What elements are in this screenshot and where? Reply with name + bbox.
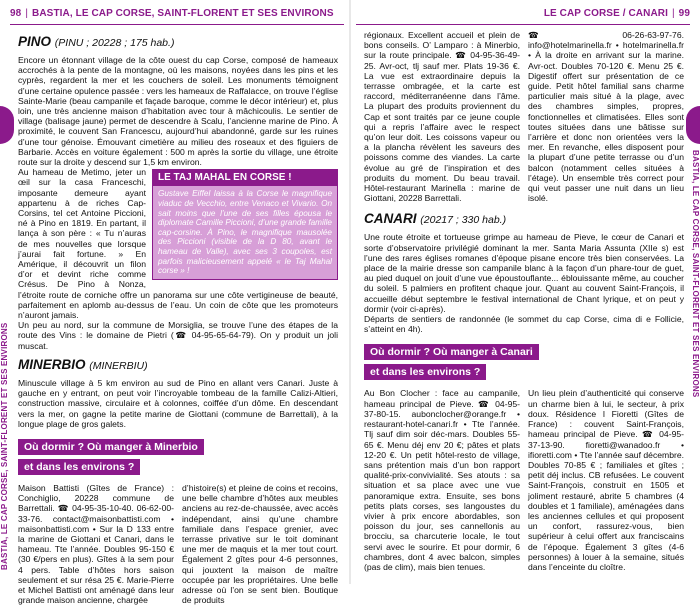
taj-mahal-box — [152, 169, 338, 280]
top-column-2: ☎ 06-26-63-97-76. info@hotelmarinella.fr • hotelmarinella.fr • À la droite en arrivant sur la marine. Avr-oct. Doubles 70-120 €. Menu 25 €. Digestif offert sur présentation de ce guide. Petit hôtel familial sans charme particulier mais situé à la plage, avec des chambres simples, propres, fonctionnelles et climatisées. Elles sont toutes situées dans une bâtisse sur l’arrière et donc non orientées vers la mer. En revanche, elles disposent pour la plupart d’une petite terrasse ou d’un balcon (notamment celles situées à l’étage). Un ensemble très correct pour qui veut passer une nuit dans un lieu isolé. — [528, 30, 684, 204]
running-head-text: LE CAP CORSE / CANARI — [543, 8, 668, 19]
banner-line-2: et dans les environs ? — [364, 364, 486, 380]
minerbio-subtitle: (MINERBIU) — [89, 359, 148, 372]
minerbio-title: MINERBIO — [18, 356, 86, 372]
minerbio-banner — [18, 437, 338, 477]
column-1: Maison Battisti (Gîtes de France) : Conchiglio, 20228 commune de Barrettali. ☎ 04-95-35-10-40. 06-62-00-33-76. contact@maisonbattisti.com • maisonbattisti.com • Sur la D 133 entre la marine de Giottani et Canari, dans le hameau. Tte l’année. Doubles 95-150 € (30 €/pers en plus). Gîtes à la sem pour 4 pers. Table d’hôtes hors saison seulement et sur résa 25 €. Marie-Pierre et Michel Battisti ont aménagé dans leur grande maison ancienne, chargée — [18, 482, 174, 605]
page-number: 98 — [10, 8, 22, 19]
canari-subtitle: (20217 ; 330 hab.) — [420, 214, 507, 227]
top-columns — [364, 30, 684, 203]
thumb-tab — [0, 106, 14, 144]
top-column-1: régionaux. Excellent accueil et plein de bons conseils. O’ Lamparo : à Minerbio, sur la route principale. ☎ 04-95-36-49-25. Avr-oct, tlj sauf mer. Plats 19-36 €. La vue est extraordinaire depuis la terrasse ombragée, et la carte est raccord, méditerranéenne dans l’âme. La plupart des produits proviennent du Cap et sont traités par ce jeune couple qui a repris l’affaire avec le respect qu’on leur doit. Les coissons vapeur ou a la plancha révèlent les saveurs des poissons comme des viandes. La carte évolue au gré de l’inspiration et des produits du moment. Du beau travail. Hôtel-restaurant Marinella : marine de Giottani, 20228 Barrettali. — [364, 30, 520, 204]
box-text: Gustave Eiffel laissa à la Corse le magnifique viaduc de Vecchio, entre Venaco et Vivario. On sait moins que l’une de ses filles épousa le diplomate Camille Piccioni, d’une grande famille cap-corsine. À Pino, le magnifique mausolée des Piccioni (visible de la D 80, avant le hameau de Valle), avec ses 3 coupoles, est parfois malicieusement appelé « le Taj Mahal corse » ! — [153, 186, 337, 278]
column-1: Au Bon Clocher : face au campanile, hameau principal de Pieve. ☎ 04-95-37-80-15. aubonclocher@orange.fr • restaurant-hotel-canari.fr • Tte l’année. Tlj sauf dim soir déc-mars. Doubles 55-65 €. Menu déj env 20 €; pâtes et plats 12-20 €. Un petit hôtel-resto de village, sans prétention mais d’un bon rapport qualité-prix-convivialité. Ses atouts : sa situation et sa place avec une vue panoramique extra. Ensuite, ses bons petits plats corses, ses langoustes du vivier à prix encore abordables, son poisson du jour, ses cannellonis au brocciu, sa charcuterie locale, le tout servi avec le sourire. Et pour dormir, 6 chambres, dont 4 avec balcon, simples (pas de clim), mais bien tenues. — [364, 388, 520, 572]
right-content — [364, 30, 684, 572]
thumb-tab — [686, 106, 700, 144]
header-rule — [10, 24, 344, 25]
canari-banner — [364, 342, 684, 382]
pino-paragraph-1: Encore un étonnant village de la côte ouest du cap Corse, composé de hameaux accrochés à la pente de la montagne, où les maisons, noyées dans les pins et les cyprès, regardent la mer et les couchers de soleil. Les monuments témoignent d’une certaine opulence passée : vers les hameaux de Raffalacce, on trouve l’église Sainte-Marie (beau campanile et façade baroque, comme le décor intérieur) et, plus loin, une très ancienne maison d’habitation avec tour à mâchicoulis. Le sentier de village (balisage jaune) permet de descendre à Scalu, l’ancienne marine de Pino. À proximité, le couvent San Francescu, aujourd’hui abandonné, garde sur les ruines d’une tour génoise. Émouvant cimetière au milieu des roseaux et des figuiers de Barbarie. Accès en voiture également : 500 m après la sortie du village, une étroite route sur la droite y descend sur 1,5 km environ. — [18, 55, 338, 168]
right-page — [350, 0, 700, 584]
banner-line-1: Où dormir ? Où manger à Minerbio — [18, 439, 204, 455]
box-title: LE TAJ MAHAL EN CORSE ! — [153, 170, 337, 186]
column-2: Un lieu plein d’authenticité qui conserve un charme bien à lui, le secteur, à prix doux. Résidence I Fioretti (Gîtes de France) : couvent Saint-François, hameau principal de Pieve. ☎ 04-95-37-13-90. fioretti@wanadoo.fr • ifioretti.com • Tte l’année sauf décembre. Doubles 70-85 € ; familiales et gîtes ; petit déj inclus. CB refusées. Le couvent Saint-François, construit en 1505 et joliment restauré, abrite 5 chambres (4 doubles et 1 familiale), aménagées dans les anciennes cellules et qui proposent un confort, rassurez-vous, bien supérieur à celui offert aux franciscains de l’époque. Également 3 gîtes (4-6 personnes) à louer à la semaine, situés dans l’enceinte du cloître. — [528, 388, 684, 572]
running-head-text: BASTIA, LE CAP CORSE, SAINT-FLORENT ET SES ENVIRONS — [32, 8, 334, 19]
canari-columns — [364, 388, 684, 572]
pino-paragraph-2: Au hameau de Metimo, jeter un œil sur la casa Franceschi, imposante demeure ayant appartenu à de riches Cap-Corsins, tel cet Antoine Piccioni, né à Pino en 1819. En partant, il lança à son père : « Tu n’auras de mes nouvelles que lorsque j’aurai fait fortune. » En Amérique, il découvrit un filon d’or et devint riche comme Crésus. De Pino à Nonza, l’étroite route de corniche offre un panorama sur une côte vertigineuse de beauté, parfaitement en aplomb au-dessus de l’eau. Un coin de côte que les promoteurs n’auront jamais. — [18, 167, 338, 321]
canari-title: CANARI — [364, 211, 417, 227]
side-title: BASTIA, LE CAP CORSE, SAINT-FLORENT ET SES ENVIRONS — [691, 150, 700, 398]
pino-paragraph-3: Un peu au nord, sur la commune de Morsiglia, se trouve l’une des étapes de la route des Vins : le domaine de Pietri (☎ 04-95-65-64-79). On y produit un joli muscat. — [18, 320, 338, 351]
header-rule — [356, 24, 690, 25]
left-content — [18, 30, 338, 605]
section-title-minerbio — [18, 357, 338, 374]
pino-title: PINO — [18, 34, 52, 49]
banner-line-1: Où dormir ? Où manger à Canari — [364, 344, 539, 360]
side-title: BASTIA, LE CAP CORSE, SAINT-FLORENT ET SES ENVIRONS — [0, 322, 9, 570]
canari-paragraph-1: Une route étroite et tortueuse grimpe au hameau de Pieve, le cœur de Canari et sorte d’observatoire privilégié dominant la mer. Santa Maria Assunta (XIIe s) est l’une des rares églises romanes d’époque pisane encore très bien conservées. La place de la mairie dresse son campanile blanc à la façon d’un phare-tour de guet, au pied duquel on jouit d’une vue époustouflante... éblouissante même, au coucher du soleil. 5 palmiers en profitent chaque jour. Quant au couvent Saint-François, il accueille début septembre le festival international de Chant lyrique, et on peut y dormir (voir ci-après). — [364, 232, 684, 314]
page-number: 99 — [678, 8, 690, 19]
minerbio-columns — [18, 483, 338, 605]
section-title-canari — [364, 211, 684, 228]
minerbio-paragraph: Minuscule village à 5 km environ au sud de Pino en allant vers Canari. Juste à gauche en y entrant, on peut voir l’incroyable tombeau de la famille Calizi-Altieri, construction massive, circulaire et à colonnes, coiffée d’un dôme. En descendant vers la mer, on gagne la petite marine de Giottani (commune de Barrettali), à la longue plage de gros galets. — [18, 377, 338, 429]
canari-paragraph-2: Départs de sentiers de randonnée (le sommet du cap Corse, cima di e Follicie, s’atteint en 4h). — [364, 314, 684, 335]
column-2: d’histoire(s) et pleine de coins et recoins, une belle chambre d’hôtes aux meubles anciens au rez-de-chaussée, avec accès indépendant, ainsi qu’une chambre familiale dans l’espace grenier, avec terrasse privative sur le toit dominant une mer de maquis et la mer tout court. Également 2 gîtes pour 4-6 personnes, qui jouxtent la maison de maître occupée par les propriétaires. Une belle adresse où l’on se sent bien. Boutique de produits — [182, 482, 338, 605]
running-head-right: LE CAP CORSE / CANARI | 99 — [543, 8, 690, 19]
section-title-pino — [18, 34, 338, 51]
banner-line-2: et dans les environs ? — [18, 459, 140, 475]
running-head-left: 98 | BASTIA, LE CAP CORSE, SAINT-FLORENT ET SES ENVIRONS — [10, 8, 334, 19]
pino-subtitle: (PINU ; 20228 ; 175 hab.) — [54, 37, 175, 49]
